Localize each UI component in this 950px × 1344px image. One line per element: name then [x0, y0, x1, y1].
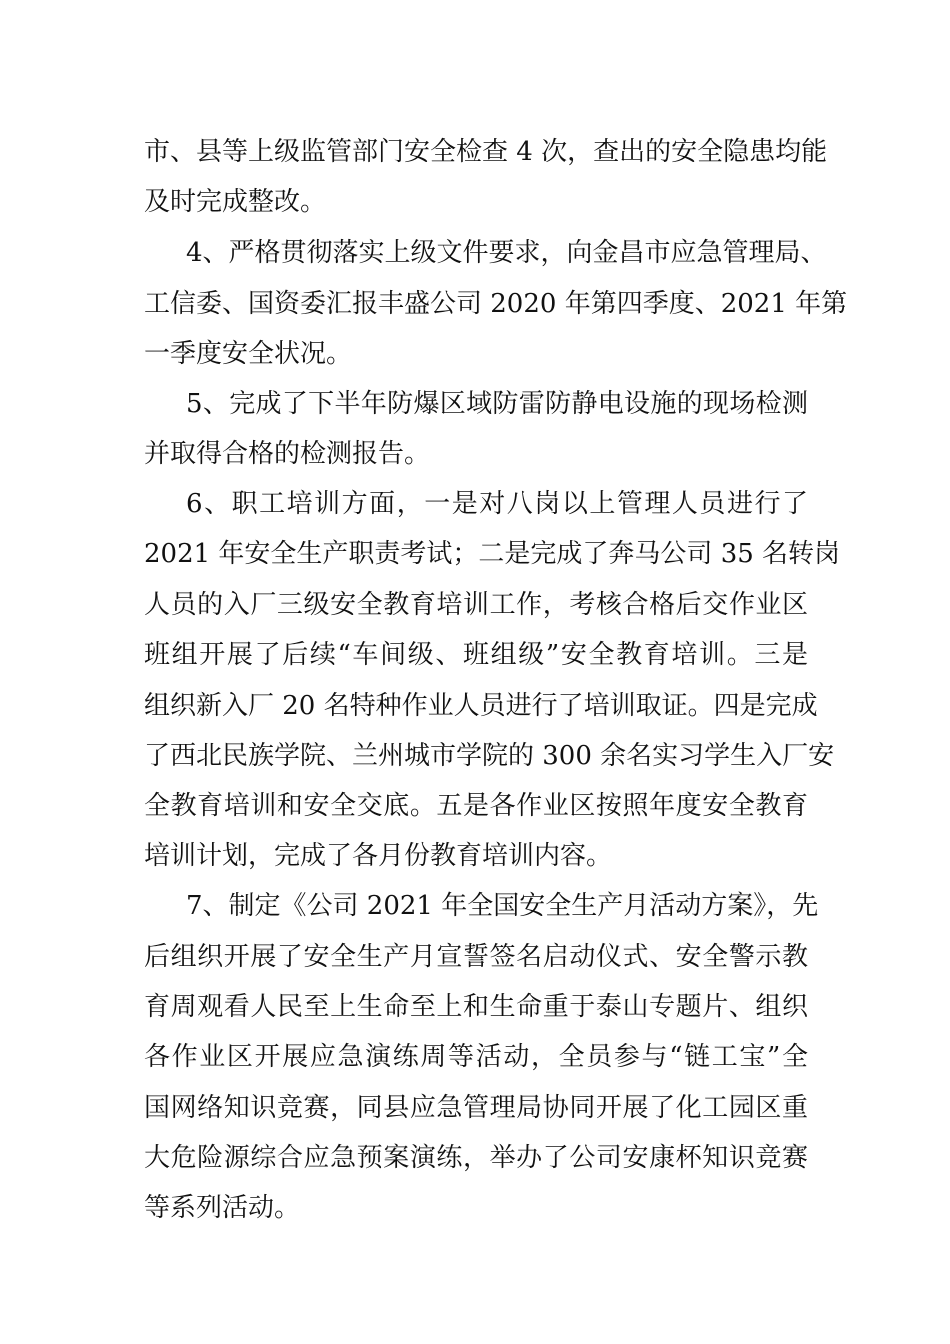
text-line: 培训计划，完成了各月份教育培训内容。	[144, 841, 613, 871]
text-line: 班组开展了后续“车间级、班组级”安全教育培训。三是	[144, 640, 808, 670]
text-line: 一季度安全状况。	[144, 339, 353, 369]
text-line: 组织新入厂 20 名特种作业人员进行了培训取证。四是完成	[144, 691, 818, 721]
text-line: 人员的入厂三级安全教育培训工作，考核合格后交作业区	[144, 590, 808, 620]
text-line: 了西北民族学院、兰州城市学院的 300 余名实习学生入厂安	[144, 741, 835, 771]
text-line: 市、县等上级监管部门安全检查 4 次，查出的安全隐患均能	[144, 137, 828, 167]
text-line: 后组织开展了安全生产月宣誓签名启动仪式、安全警示教	[144, 942, 808, 972]
paragraph-start-5: 5、完成了下半年防爆区域防雷防静电设施的现场检测	[186, 389, 808, 419]
text-line: 各作业区开展应急演练周等活动，全员参与“链工宝”全	[144, 1042, 808, 1072]
text-line: 工信委、国资委汇报丰盛公司 2020 年第四季度、2021 年第	[144, 289, 848, 319]
text-line: 2021 年安全生产职责考试；二是完成了奔马公司 35 名转岗	[144, 539, 841, 569]
text-line: 国网络知识竞赛，同县应急管理局协同开展了化工园区重	[144, 1093, 808, 1123]
paragraph-start-6: 6、职工培训方面，一是对八岗以上管理人员进行了	[186, 489, 808, 519]
text-line: 全教育培训和安全交底。五是各作业区按照年度安全教育	[144, 791, 808, 821]
text-line: 大危险源综合应急预案演练，举办了公司安康杯知识竞赛	[144, 1143, 808, 1173]
text-line: 育周观看人民至上生命至上和生命重于泰山专题片、组织	[144, 992, 808, 1022]
text-line: 等系列活动。	[144, 1193, 301, 1223]
text-line: 及时完成整改。	[144, 187, 327, 217]
paragraph-start-4: 4、严格贯彻落实上级文件要求，向金昌市应急管理局、	[186, 238, 827, 268]
paragraph-start-7: 7、制定《公司 2021 年全国安全生产月活动方案》，先	[186, 891, 819, 921]
text-line: 并取得合格的检测报告。	[144, 439, 431, 469]
